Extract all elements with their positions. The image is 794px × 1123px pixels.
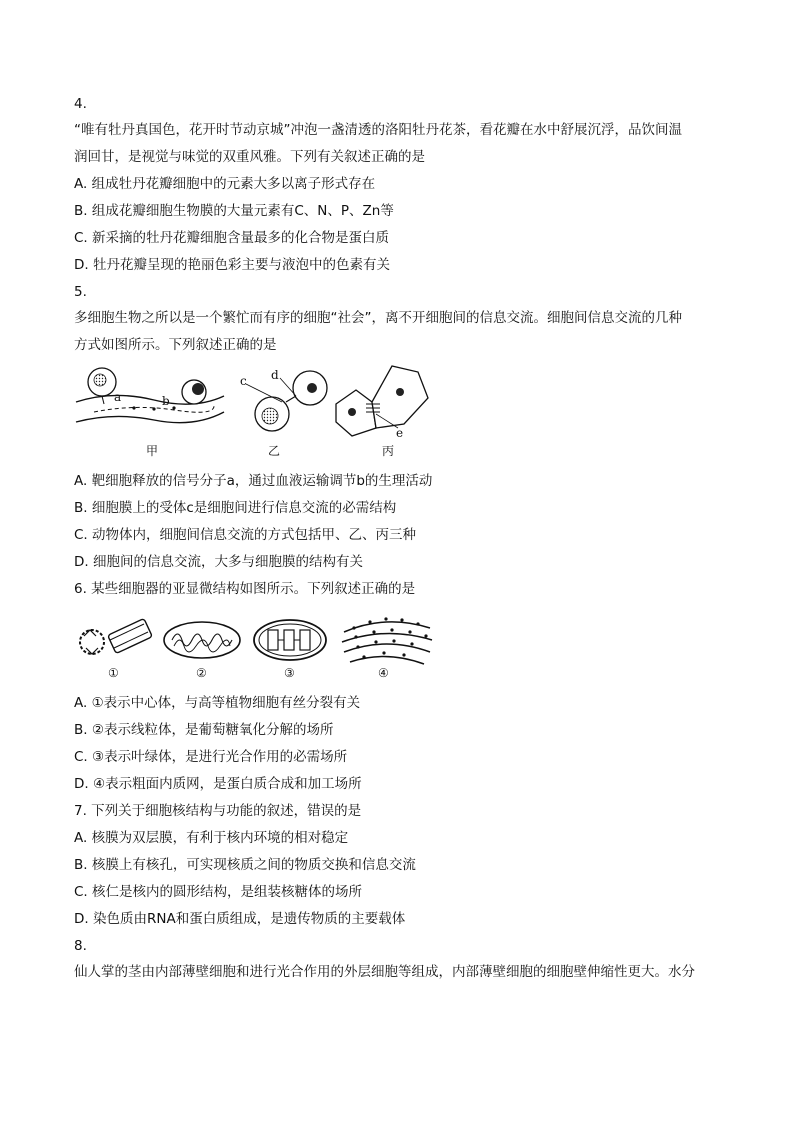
- q4-option-d: D. 牡丹花瓣呈现的艳丽色彩主要与液泡中的色素有关: [74, 257, 390, 273]
- q4-stem-line-2: 润回甘，是视觉与味觉的双重风雅。下列有关叙述正确的是: [74, 149, 425, 165]
- q4-option-a: A. 组成牡丹花瓣细胞中的元素大多以离子形式存在: [74, 176, 376, 192]
- label-b: b: [162, 394, 170, 408]
- q5-figure: [74, 362, 434, 462]
- q7-option-c: C. 核仁是核内的圆形结构，是组装核糖体的场所: [74, 884, 363, 900]
- caption-3: ③: [284, 666, 295, 680]
- centriole-drawing: [80, 618, 152, 654]
- rough-er-drawing: [342, 617, 432, 664]
- q6-figure: [74, 606, 436, 686]
- label-d: d: [271, 368, 279, 382]
- q7-option-b: B. 核膜上有核孔，可实现核质之间的物质交换和信息交流: [74, 857, 416, 873]
- q4-stem-line-1: “唯有牡丹真国色，花开时节动京城”冲泡一盏清透的洛阳牡丹花茶，看花瓣在水中舒展沉浮，品饮间温: [74, 122, 682, 138]
- q5-stem-line-2: 方式如图所示。下列叙述正确的是: [74, 337, 277, 353]
- caption-bing: 丙: [382, 444, 395, 458]
- caption-yi: 乙: [268, 444, 281, 458]
- q6-option-d: D. ④表示粗面内质网，是蛋白质合成和加工场所: [74, 776, 362, 792]
- mitochondrion-drawing: [164, 622, 240, 658]
- q5-option-d: D. 细胞间的信息交流，大多与细胞膜的结构有关: [74, 554, 363, 570]
- q6-stem: 6. 某些细胞器的亚显微结构如图所示。下列叙述正确的是: [74, 581, 416, 597]
- q8-stem-line-1: 仙人掌的茎由内部薄壁细胞和进行光合作用的外层细胞等组成，内部薄壁细胞的细胞壁伸缩性更大。水分: [74, 964, 695, 980]
- q4-number: 4.: [74, 96, 87, 112]
- diagram-yi: [246, 371, 327, 431]
- q4-option-c: C. 新采摘的牡丹花瓣细胞含量最多的化合物是蛋白质: [74, 230, 390, 246]
- label-c: c: [240, 374, 247, 388]
- diagram-bing: [336, 366, 428, 436]
- q5-option-b: B. 细胞膜上的受体c是细胞间进行信息交流的必需结构: [74, 500, 397, 516]
- q5-stem-line-1: 多细胞生物之所以是一个繁忙而有序的细胞“社会”，离不开细胞间的信息交流。细胞间信息交流的几种: [74, 310, 682, 326]
- caption-4: ④: [378, 666, 389, 680]
- diagram-jia: [76, 368, 224, 423]
- caption-jia: 甲: [146, 444, 159, 458]
- q5-option-c: C. 动物体内，细胞间信息交流的方式包括甲、乙、丙三种: [74, 527, 417, 543]
- q6-option-b: B. ②表示线粒体，是葡萄糖氧化分解的场所: [74, 722, 334, 738]
- q7-option-d: D. 染色质由RNA和蛋白质组成，是遗传物质的主要载体: [74, 911, 406, 927]
- caption-1: ①: [108, 666, 119, 680]
- label-e: e: [396, 426, 404, 440]
- q7-stem: 7. 下列关于细胞核结构与功能的叙述，错误的是: [74, 803, 362, 819]
- q6-option-c: C. ③表示叶绿体，是进行光合作用的必需场所: [74, 749, 348, 765]
- q5-number: 5.: [74, 284, 87, 300]
- q4-option-b: B. 组成花瓣细胞生物膜的大量元素有C、N、P、Zn等: [74, 203, 394, 219]
- label-a: a: [114, 390, 122, 404]
- cell-communication-diagram: [74, 362, 434, 462]
- q5-option-a: A. 靶细胞释放的信号分子a，通过血液运输调节b的生理活动: [74, 473, 433, 489]
- q6-option-a: A. ①表示中心体，与高等植物细胞有丝分裂有关: [74, 695, 361, 711]
- chloroplast-drawing: [254, 620, 326, 660]
- q8-number: 8.: [74, 938, 87, 954]
- q7-option-a: A. 核膜为双层膜，有利于核内环境的相对稳定: [74, 830, 349, 846]
- caption-2: ②: [196, 666, 207, 680]
